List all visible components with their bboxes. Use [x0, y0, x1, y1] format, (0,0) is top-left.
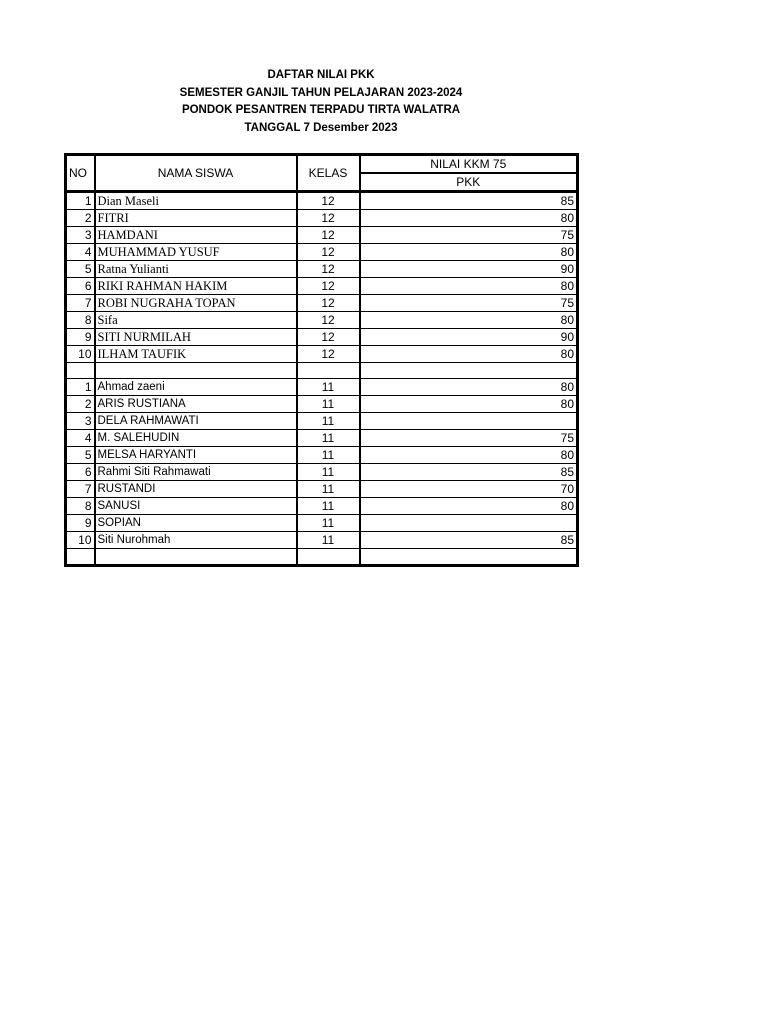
row-no: 4 — [66, 244, 95, 261]
table-row — [66, 396, 578, 413]
row-pkk: 75 — [360, 295, 578, 312]
row-kelas: 12 — [297, 244, 360, 261]
header-pkk: PKK — [360, 173, 578, 192]
row-pkk: 80 — [360, 379, 578, 396]
row-no: 2 — [66, 210, 95, 227]
row-no: 9 — [66, 329, 95, 346]
empty-cell — [297, 363, 360, 379]
table-row — [66, 430, 578, 447]
row-kelas: 11 — [297, 515, 360, 532]
row-name: M. SALEHUDIN — [95, 430, 297, 447]
row-kelas: 11 — [297, 396, 360, 413]
row-pkk — [360, 413, 578, 430]
row-pkk: 70 — [360, 481, 578, 498]
header-kkm: NILAI KKM 75 — [360, 155, 578, 174]
row-no: 1 — [66, 192, 95, 210]
grades-table — [64, 153, 579, 567]
empty-row — [66, 363, 578, 379]
header-kelas: KELAS — [297, 155, 360, 192]
row-pkk: 90 — [360, 329, 578, 346]
row-pkk: 85 — [360, 532, 578, 549]
row-kelas: 12 — [297, 227, 360, 244]
row-kelas: 11 — [297, 430, 360, 447]
row-name: MUHAMMAD YUSUF — [95, 244, 297, 261]
row-no: 6 — [66, 464, 95, 481]
empty-cell — [360, 549, 578, 565]
table-row — [66, 515, 578, 532]
row-no: 10 — [66, 346, 95, 363]
table-row — [66, 481, 578, 498]
row-name: SANUSI — [95, 498, 297, 515]
table-row — [66, 447, 578, 464]
empty-cell — [297, 549, 360, 565]
row-no: 6 — [66, 278, 95, 295]
row-name: MELSA HARYANTI — [95, 447, 297, 464]
row-no: 3 — [66, 227, 95, 244]
row-no: 5 — [66, 261, 95, 278]
row-kelas: 12 — [297, 295, 360, 312]
row-no: 8 — [66, 498, 95, 515]
row-pkk: 75 — [360, 430, 578, 447]
empty-row — [66, 549, 578, 565]
row-no: 5 — [66, 447, 95, 464]
row-pkk: 75 — [360, 227, 578, 244]
document-title: DAFTAR NILAI PKK — [267, 69, 375, 81]
row-name: DELA RAHMAWATI — [95, 413, 297, 430]
row-name: RIKI RAHMAN HAKIM — [95, 278, 297, 295]
table-row — [66, 192, 578, 210]
row-name: Ratna Yulianti — [95, 261, 297, 278]
empty-cell — [66, 363, 95, 379]
empty-cell — [95, 549, 297, 565]
row-kelas: 11 — [297, 379, 360, 396]
row-pkk: 80 — [360, 346, 578, 363]
row-no: 7 — [66, 481, 95, 498]
table-row — [66, 244, 578, 261]
table-row — [66, 498, 578, 515]
empty-cell — [95, 363, 297, 379]
row-no: 3 — [66, 413, 95, 430]
row-name: HAMDANI — [95, 227, 297, 244]
table-row — [66, 379, 578, 396]
table-row — [66, 464, 578, 481]
row-name: Rahmi Siti Rahmawati — [95, 464, 297, 481]
row-kelas: 12 — [297, 210, 360, 227]
table-row — [66, 295, 578, 312]
row-pkk — [360, 515, 578, 532]
row-no: 7 — [66, 295, 95, 312]
document-date: TANGGAL 7 Desember 2023 — [244, 121, 398, 134]
row-no: 1 — [66, 379, 95, 396]
row-kelas: 12 — [297, 346, 360, 363]
row-name: SITI NURMILAH — [95, 329, 297, 346]
row-no: 9 — [66, 515, 95, 532]
row-no: 10 — [66, 532, 95, 549]
row-name: RUSTANDI — [95, 481, 297, 498]
row-name: ILHAM TAUFIK — [95, 346, 297, 363]
row-kelas: 12 — [297, 329, 360, 346]
row-pkk: 85 — [360, 464, 578, 481]
row-kelas: 11 — [297, 532, 360, 549]
row-no: 8 — [66, 312, 95, 329]
document-institution: PONDOK PESANTREN TERPADU TIRTA WALATRA — [181, 104, 461, 116]
document-semester: SEMESTER GANJIL TAHUN PELAJARAN 2023-2024 — [179, 86, 463, 99]
table-row — [66, 261, 578, 278]
document-header — [0, 67, 642, 137]
row-kelas: 12 — [297, 278, 360, 295]
row-name: FITRI — [95, 210, 297, 227]
row-name: ROBI NUGRAHA TOPAN — [95, 295, 297, 312]
row-pkk: 80 — [360, 278, 578, 295]
table-row — [66, 210, 578, 227]
header-no: NO — [66, 155, 95, 192]
row-name: Dian Maseli — [95, 192, 297, 210]
row-kelas: 12 — [297, 312, 360, 329]
row-name: ARIS RUSTIANA — [95, 396, 297, 413]
row-pkk: 80 — [360, 312, 578, 329]
table-row — [66, 312, 578, 329]
header-name: NAMA SISWA — [95, 155, 297, 192]
table-row — [66, 227, 578, 244]
table-row — [66, 532, 578, 549]
row-kelas: 11 — [297, 481, 360, 498]
row-kelas: 11 — [297, 498, 360, 515]
table-row — [66, 346, 578, 363]
table-row — [66, 278, 578, 295]
row-pkk: 90 — [360, 261, 578, 278]
empty-cell — [66, 549, 95, 565]
row-name: Sifa — [95, 312, 297, 329]
table-row — [66, 413, 578, 430]
row-pkk: 80 — [360, 447, 578, 464]
empty-cell — [360, 363, 578, 379]
row-kelas: 11 — [297, 464, 360, 481]
row-name: Ahmad zaeni — [95, 379, 297, 396]
row-kelas: 11 — [297, 413, 360, 430]
row-kelas: 11 — [297, 447, 360, 464]
row-pkk: 80 — [360, 210, 578, 227]
row-no: 4 — [66, 430, 95, 447]
row-no: 2 — [66, 396, 95, 413]
row-pkk: 80 — [360, 498, 578, 515]
row-kelas: 12 — [297, 261, 360, 278]
table-row — [66, 329, 578, 346]
row-pkk: 80 — [360, 244, 578, 261]
row-name: SOPIAN — [95, 515, 297, 532]
row-name: Siti Nurohmah — [95, 532, 297, 549]
row-pkk: 80 — [360, 396, 578, 413]
row-pkk: 85 — [360, 192, 578, 210]
row-kelas: 12 — [297, 192, 360, 210]
